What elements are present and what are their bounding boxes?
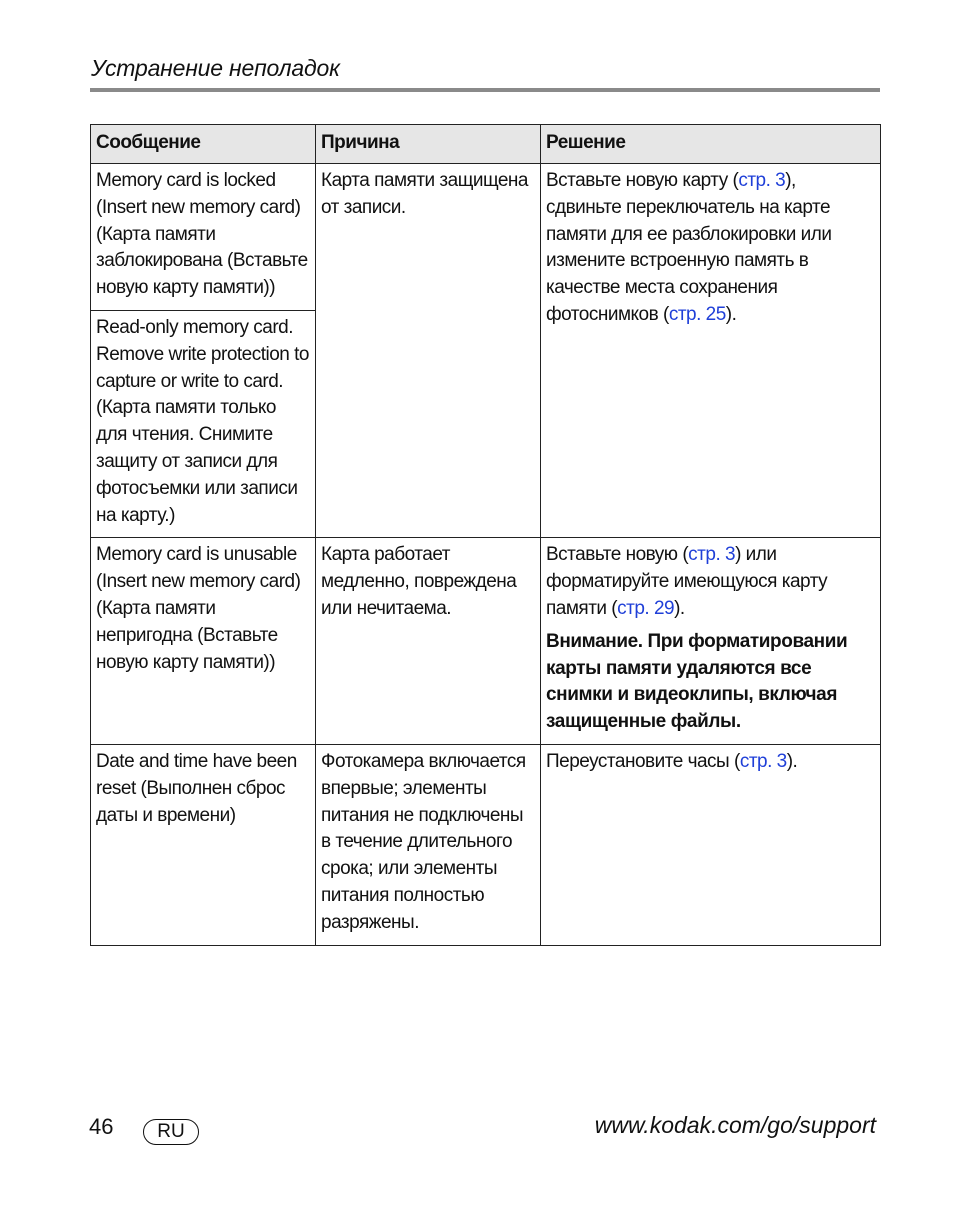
solution-text: ).: [786, 750, 798, 772]
solution-text: ).: [725, 303, 737, 325]
message-cell: Date and time have been reset (Выполнен сброс даты и времени): [91, 744, 316, 945]
message-cell: Read-only memory card. Remove write protection to capture or write to card. (Карта памяти только для чтения. Снимите защиту от записи для фотосъемки или записи на карту.): [91, 310, 316, 537]
page-link[interactable]: стр. 3: [739, 750, 787, 772]
solution-cell: [541, 538, 881, 745]
page-link[interactable]: стр. 3: [688, 544, 736, 566]
solution-text: ), сдвиньте переключатель на карте памяти для ее разблокировки или измените встроенную память в качестве места сохранения фотоснимков (: [546, 170, 832, 325]
message-cell: Memory card is unusable (Insert new memory card) (Карта памяти непригодна (Вставьте новую карту памяти)): [91, 538, 316, 745]
column-header-cause: Причина: [316, 125, 541, 164]
page-number: 46: [89, 1114, 114, 1139]
cause-cell: Карта работает медленно, повреждена или нечитаема.: [316, 538, 541, 745]
table-row: [91, 164, 881, 311]
language-badge: RU: [143, 1119, 199, 1145]
cause-cell: Карта памяти защищена от записи.: [316, 164, 541, 538]
solution-text: Вставьте новую (: [546, 544, 689, 566]
support-url[interactable]: www.kodak.com/go/support: [594, 1112, 876, 1138]
solution-cell: [541, 164, 881, 538]
cause-cell: Фотокамера включается впервые; элементы питания не подключены в течение длительного срока; или элементы питания полностью разряжены.: [316, 744, 541, 945]
page-link[interactable]: стр. 25: [668, 303, 726, 325]
solution-text: Вставьте новую карту (: [546, 170, 739, 191]
solution-text: ).: [674, 597, 685, 619]
table-row: [91, 744, 881, 945]
troubleshooting-table: [90, 124, 881, 946]
page-link[interactable]: стр. 29: [617, 597, 675, 619]
table-row: [91, 538, 881, 745]
page-link[interactable]: стр. 3: [738, 170, 786, 191]
solution-text: Переустановите часы (: [546, 750, 740, 772]
header-divider: [90, 88, 880, 92]
solution-cell: [541, 744, 881, 945]
solution-text: ) или форматируйте имеющуюся карту памяти (: [546, 544, 828, 619]
column-header-message: Сообщение: [91, 125, 316, 164]
warning-note: Внимание. При форматировании карты памяти удаляются все снимки и видеоклипы, включая защищенные файлы.: [546, 630, 848, 733]
column-header-solution: Решение: [541, 125, 881, 164]
page-section-title: Устранение неполадок: [91, 55, 340, 81]
table-header-row: [91, 125, 881, 164]
message-cell: Memory card is locked (Insert new memory card) (Карта памяти заблокирована (Вставьте новую карту памяти)): [91, 164, 316, 311]
